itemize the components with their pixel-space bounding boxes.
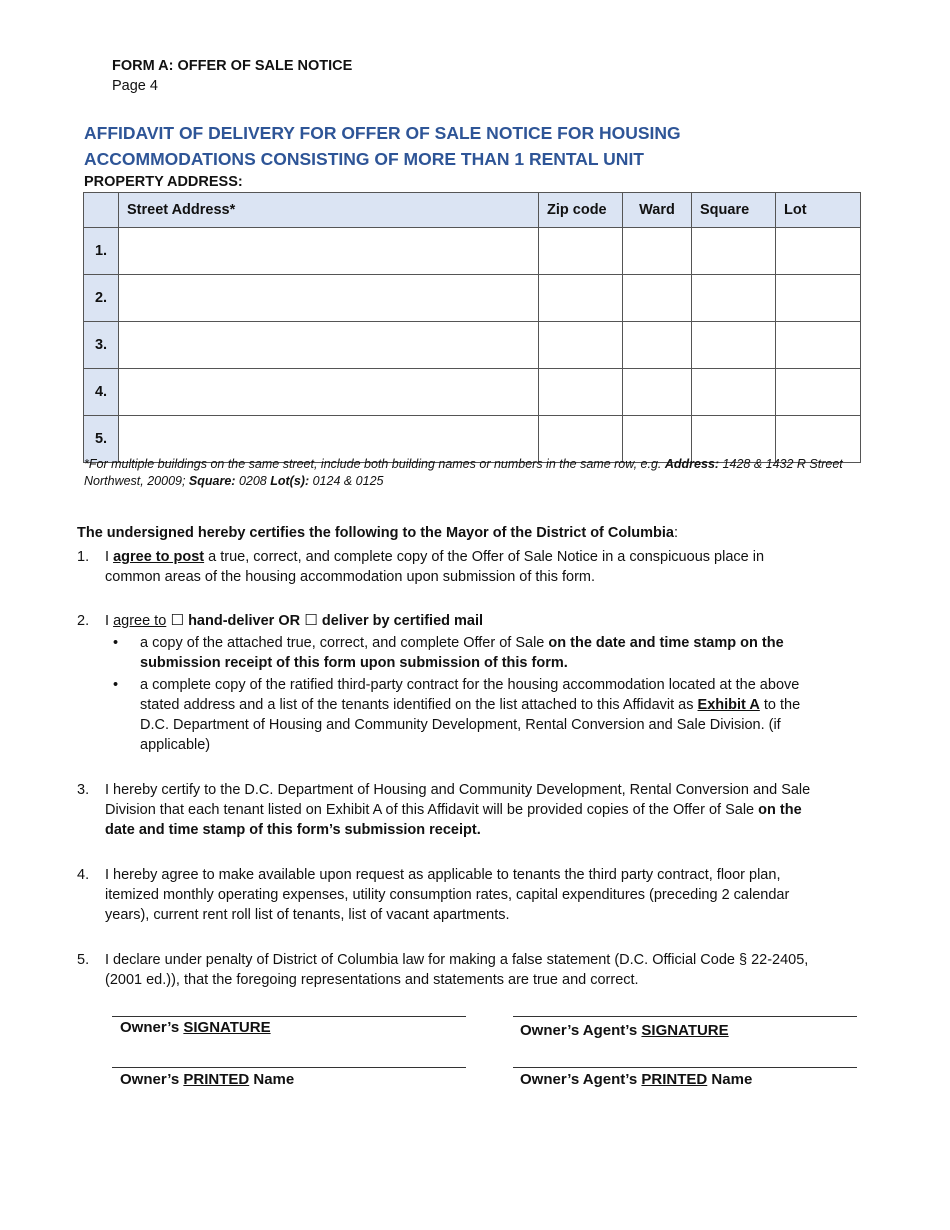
square-cell[interactable] <box>692 275 776 322</box>
agent-signature-label <box>520 1022 729 1039</box>
ward-cell[interactable] <box>623 228 692 275</box>
address-footnote <box>84 456 854 490</box>
agent-printed-name-label <box>520 1071 752 1088</box>
hand-deliver-option-label: hand-deliver OR <box>188 613 301 629</box>
bullet-icon: • <box>113 635 119 651</box>
agree-to-text: agree to <box>113 613 167 629</box>
column-header-square: Square <box>692 193 776 228</box>
agree-to-post-text: agree to post <box>113 549 205 565</box>
bullet-text: a copy of the attached true, correct, and complete Offer of Sale <box>140 635 549 651</box>
item-text: I hereby agree to make available upon request as applicable to tenants the third party contract, floor plan, itemized monthly operating expenses, utility consumption rates, capital expenditures (preceding 2 calendar years), current rent roll list of tenants, list of vacant apartments. <box>105 867 790 923</box>
property-address-table <box>83 192 861 463</box>
owner-printed-name-label <box>120 1071 294 1088</box>
certification-heading-colon: : <box>673 525 679 541</box>
footnote-address-value: 1428 & 1432 R Street Northwest, 20009; <box>84 457 843 488</box>
lot-cell[interactable] <box>776 228 861 275</box>
certification-item-4 <box>77 865 817 925</box>
page-number: Page 4 <box>112 78 158 94</box>
certified-mail-option-label: deliver by certified mail <box>321 613 484 629</box>
item-text: I declare under penalty of District of Columbia law for making a false statement (D.C. Official Code § 22-2405, (2001 ed.)), that the foregoing representations and statements are true and correct. <box>105 952 809 988</box>
lot-cell[interactable] <box>776 369 861 416</box>
square-cell[interactable] <box>692 228 776 275</box>
footnote-text: *For multiple buildings on the same street, include both building names or numbers in the same row, e.g. <box>84 457 665 471</box>
signature-word: SIGNATURE <box>183 1019 271 1036</box>
property-address-label: PROPERTY ADDRESS: <box>84 174 243 190</box>
certification-item-2 <box>77 611 817 755</box>
certification-item-5 <box>77 950 817 990</box>
table-header-row <box>84 193 861 228</box>
footnote-address-label: Address: <box>664 457 720 471</box>
printed-word: PRINTED <box>183 1071 250 1088</box>
item-number: 4. <box>77 867 90 883</box>
table-row <box>84 275 861 322</box>
street-address-cell[interactable] <box>119 369 539 416</box>
zip-code-cell[interactable] <box>539 322 623 369</box>
street-address-cell[interactable] <box>119 322 539 369</box>
owner-possessive: Owner’s <box>120 1071 184 1088</box>
owner-signature-line[interactable] <box>112 1016 466 1017</box>
ward-cell[interactable] <box>623 369 692 416</box>
certification-heading-text: The undersigned hereby certifies the following to the Mayor of the District of Columbia <box>77 525 674 541</box>
item-number: 5. <box>77 952 90 968</box>
zip-code-cell[interactable] <box>539 275 623 322</box>
row-number: 5. <box>84 416 119 463</box>
certification-item-3 <box>77 780 817 840</box>
column-header-street-address: Street Address* <box>119 193 539 228</box>
list-item <box>113 633 817 673</box>
bullet-text: a complete copy of the ratified third-party contract for the housing accommodation located at the above stated address and a list of the tenants identified on the list attached to this Affidavit as <box>140 677 800 713</box>
lot-cell[interactable] <box>776 322 861 369</box>
footnote-square-label: Square: <box>188 474 236 488</box>
table-row <box>84 369 861 416</box>
table-row <box>84 322 861 369</box>
list-item <box>113 675 817 755</box>
item-text: I <box>105 549 114 565</box>
item-number: 2. <box>77 613 90 629</box>
agent-signature-line[interactable] <box>513 1016 857 1017</box>
exhibit-a-text: Exhibit A <box>697 697 760 713</box>
item-bold-text: on the date and time stamp of this form’s submission receipt. <box>105 802 802 838</box>
row-number: 2. <box>84 275 119 322</box>
agent-printed-name-line[interactable] <box>513 1067 857 1068</box>
agent-possessive: Owner’s Agent’s <box>520 1022 642 1039</box>
certification-heading <box>77 525 678 541</box>
owner-printed-name-line[interactable] <box>112 1067 466 1068</box>
bullet-icon: • <box>113 677 119 693</box>
row-number: 3. <box>84 322 119 369</box>
column-header-lot: Lot <box>776 193 861 228</box>
street-address-cell[interactable] <box>119 275 539 322</box>
agent-possessive: Owner’s Agent’s <box>520 1071 642 1088</box>
zip-code-cell[interactable] <box>539 369 623 416</box>
certification-item-1 <box>77 547 817 587</box>
item-number: 3. <box>77 782 90 798</box>
item-text: I <box>105 613 114 629</box>
footnote-lots-value: 0124 & 0125 <box>309 474 384 488</box>
item-text: a true, correct, and complete copy of the Offer of Sale Notice in a conspicuous place in common areas of the housing accommodation upon submission of this form. <box>105 549 765 585</box>
affidavit-title: AFFIDAVIT OF DELIVERY FOR OFFER OF SALE NOTICE FOR HOUSING ACCOMMODATIONS CONSISTING OF MORE THAN 1 RENTAL UNIT <box>84 123 681 169</box>
column-header-number <box>84 193 119 228</box>
column-header-zip-code: Zip code <box>539 193 623 228</box>
owner-possessive: Owner’s <box>120 1019 184 1036</box>
column-header-ward: Ward <box>623 193 692 228</box>
hand-deliver-checkbox[interactable]: ☐ <box>166 612 189 629</box>
square-cell[interactable] <box>692 322 776 369</box>
printed-word: PRINTED <box>641 1071 708 1088</box>
bullet-bold-text: on the date and time stamp on the submission receipt of this form upon submission of this form. <box>140 635 784 671</box>
bullet-text: to the D.C. Department of Housing and Community Development, Rental Conversion and Sale Division. (if applicable) <box>140 697 801 753</box>
row-number: 1. <box>84 228 119 275</box>
zip-code-cell[interactable] <box>539 228 623 275</box>
owner-signature-label <box>120 1019 271 1036</box>
item-number: 1. <box>77 549 90 565</box>
item-text: I hereby certify to the D.C. Department of Housing and Community Development, Rental Conversion and Sale Division that each tenant listed on Exhibit A of this Affidavit will be provided copies of the Offer of Sale <box>105 782 811 818</box>
lot-cell[interactable] <box>776 275 861 322</box>
row-number: 4. <box>84 369 119 416</box>
name-word: Name <box>707 1071 753 1088</box>
name-word: Name <box>249 1071 295 1088</box>
table-row <box>84 228 861 275</box>
certified-mail-checkbox[interactable]: ☐ <box>300 612 322 629</box>
footnote-square-value: 0208 <box>235 474 271 488</box>
footnote-lots-label: Lot(s): <box>270 474 310 488</box>
form-label: FORM A: OFFER OF SALE NOTICE <box>112 58 353 74</box>
street-address-cell[interactable] <box>119 228 539 275</box>
ward-cell[interactable] <box>623 275 692 322</box>
square-cell[interactable] <box>692 369 776 416</box>
signature-word: SIGNATURE <box>641 1022 729 1039</box>
ward-cell[interactable] <box>623 322 692 369</box>
